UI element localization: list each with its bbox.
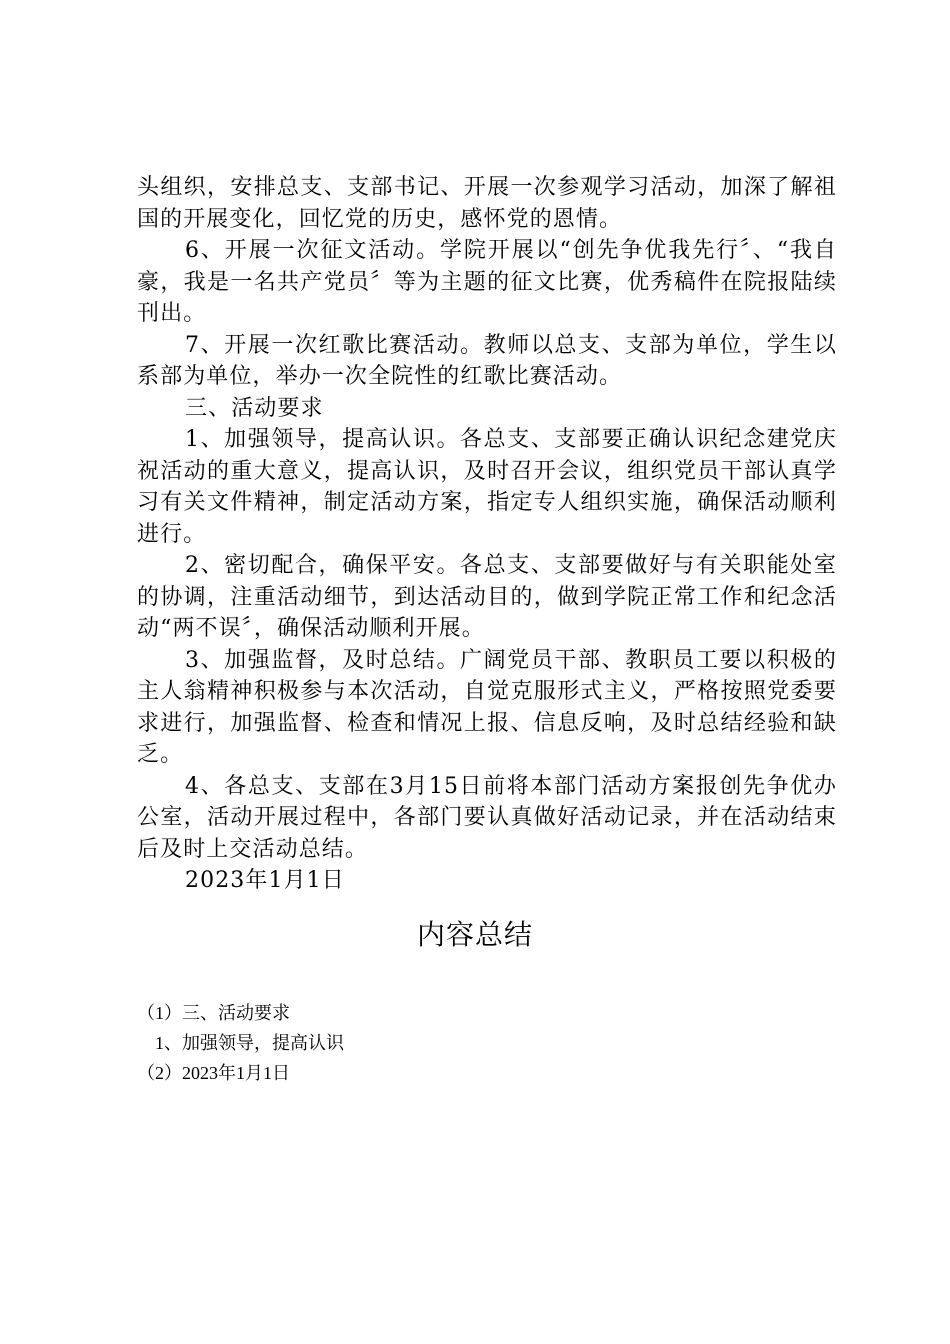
paragraph-item-7: 7、开展一次红歌比赛活动。教师以总支、支部为单位，学生以系部为单位，举办一次全院性的红歌比赛活动。 [137,332,837,389]
paragraph-requirement-1: 1、加强领导，提高认识。各总支、支部要正确认识纪念建党庆祝活动的重大意义，提高认识，及时召开会议，组织党员干部认真学习有关文件精神，制定活动方案，指定专人组织实施，确保活动顺利进行。 [137,427,837,547]
section-heading-requirements: 三、活动要求 [185,395,324,421]
document-date: 2023年1月1日 [185,868,345,893]
paragraph-continuation: 头组织，安排总支、支部书记、开展一次参观学习活动，加深了解祖国的开展变化，回忆党的历史，感怀党的恩情。 [137,175,837,232]
paragraph-requirement-2: 2、密切配合，确保平安。各总支、支部要做好与有关职能处室的协调，注重活动细节，到达活动目的，做到学院正常工作和纪念活动“两不误〞，确保活动顺利开展。 [137,553,837,641]
document-body [137,172,837,897]
summary-item: 1、加强领导，提高认识 [155,1033,344,1053]
paragraph-requirement-4: 4、各总支、支部在3月15日前将本部门活动方案报创先争优办公室，活动开展过程中，各部门要认真做好活动记录，并在活动结束后及时上交活动总结。 [137,773,837,862]
paragraph-item-6: 6、开展一次征文活动。学院开展以“创先争优我先行〞、“我自豪，我是一名共产党员〞等为主题的征文比赛，优秀稿件在院报陆续刊出。 [137,238,837,326]
summary-item: （1）三、活动要求 [137,1003,290,1023]
summary-list [137,998,837,1088]
paragraph-requirement-3: 3、加强监督，及时总结。广阔党员干部、教职员工要以积极的主人翁精神积极参与本次活动，自觉克服形式主义，严格按照党委要求进行，加强监督、检查和情况上报、信息反响，及时总结经验和缺乏。 [137,647,837,767]
summary-item: （2）2023年1月1日 [137,1063,290,1083]
summary-title: 内容总结 [416,918,533,951]
